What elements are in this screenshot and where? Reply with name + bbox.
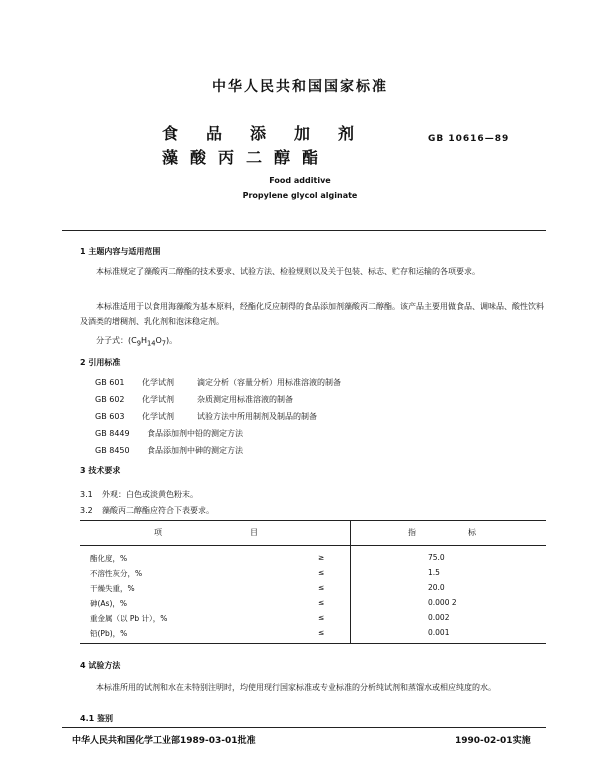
molecular-formula — [96, 333, 177, 352]
formula-sub-2: 14 — [146, 339, 156, 348]
table-row — [80, 568, 546, 583]
reference-category: 化学试剂 — [142, 412, 174, 421]
table-row — [80, 583, 546, 598]
table-top-rule — [80, 520, 546, 521]
row-value: 0.000 2 — [428, 598, 457, 607]
english-title-line-1: Food additive — [269, 176, 331, 185]
row-operator: ≤ — [318, 583, 325, 592]
table-row — [80, 628, 546, 643]
document-title-line-1: 食品添加剂 — [162, 124, 383, 143]
reference-title: 杂质测定用标准溶液的制备 — [197, 395, 293, 404]
section-4-heading: 4 试验方法 — [80, 661, 121, 670]
reference-code: GB 601 — [95, 378, 125, 387]
document-title-line-2: 藻酸丙二醇酯 — [162, 148, 331, 167]
section-1-paragraph-2: 本标准适用于以食用海藻酸为基本原料，经酯化反应制得的食品添加剂藻酸丙二醇酯。该产品主要用做食品、调味品、酸性饮料及酒类的增稠剂、乳化剂和泡沫稳定剂。 — [80, 302, 544, 326]
clause-3-2 — [80, 505, 214, 516]
table-row — [80, 553, 546, 568]
reference-title: 食品添加剂中砷的测定方法 — [147, 446, 243, 455]
formula-sub-3: 7 — [161, 339, 167, 348]
row-operator: ≥ — [318, 553, 325, 562]
row-value: 75.0 — [428, 553, 445, 562]
row-item: 砷(As)，% — [90, 599, 128, 608]
standard-number: GB 10616—89 — [428, 134, 510, 144]
reference-title: 试验方法中所用制剂及制品的制备 — [197, 412, 317, 421]
section-2-heading: 2 引用标准 — [80, 358, 121, 367]
row-value: 1.5 — [428, 568, 440, 577]
formula-end: )。 — [166, 336, 178, 345]
table-header-rule — [80, 545, 546, 546]
row-item: 重金属（以 Pb 计），% — [90, 614, 168, 623]
reference-code: GB 8449 — [95, 429, 130, 438]
reference-item — [95, 428, 243, 439]
row-operator: ≤ — [318, 598, 325, 607]
row-value: 0.002 — [428, 613, 450, 622]
national-standard-title: 中华人民共和国国家标准 — [212, 79, 388, 95]
table-header-index: 指标 — [408, 528, 528, 537]
clause-number: 3.2 — [80, 506, 93, 515]
row-operator: ≤ — [318, 568, 325, 577]
reference-category: 化学试剂 — [142, 378, 174, 387]
reference-code: GB 8450 — [95, 446, 130, 455]
clause-text: 外观：白色或淡黄色粉末。 — [102, 490, 198, 499]
clause-number: 3.1 — [80, 490, 93, 499]
row-value: 0.001 — [428, 628, 450, 637]
reference-item — [95, 377, 341, 388]
reference-title: 滴定分析（容量分析）用标准溶液的制备 — [197, 378, 341, 387]
formula-mid: H — [140, 336, 147, 345]
reference-item — [95, 445, 243, 456]
implementation-date: 1990-02-01实施 — [455, 736, 531, 746]
reference-category: 化学试剂 — [142, 395, 174, 404]
row-operator: ≤ — [318, 613, 325, 622]
clause-4-1: 4.1 鉴别 — [80, 714, 113, 723]
row-operator: ≤ — [318, 628, 325, 637]
clause-3-1 — [80, 489, 198, 500]
section-3-heading: 3 技术要求 — [80, 466, 121, 475]
section-1-paragraph-1: 本标准规定了藻酸丙二醇酯的技术要求、试验方法、检验规则以及关于包装、标志、贮存和运输的各项要求。 — [96, 267, 480, 276]
reference-item — [95, 394, 293, 405]
table-bottom-rule — [80, 643, 546, 644]
row-item: 干燥失重，% — [90, 584, 135, 593]
section-1-heading: 1 主题内容与适用范围 — [80, 247, 161, 256]
formula-label: 分子式：(C — [96, 336, 137, 345]
table-header-item: 项目 — [154, 528, 346, 537]
english-title-line-2: Propylene glycol alginate — [242, 191, 358, 200]
reference-title: 食品添加剂中铅的测定方法 — [147, 429, 243, 438]
row-item: 不溶性灰分，% — [90, 569, 143, 578]
section-4-paragraph: 本标准所用的试剂和水在未特别注明时，均使用现行国家标准或专业标准的分析纯试剂和蒸馏水或相应纯度的水。 — [96, 683, 496, 692]
table-row — [80, 613, 546, 628]
row-item: 铅(Pb)，% — [90, 629, 128, 638]
formula-mid-2: O — [155, 336, 162, 345]
table-row — [80, 598, 546, 613]
row-item: 酯化度，% — [90, 554, 128, 563]
reference-item — [95, 411, 317, 422]
reference-code: GB 603 — [95, 412, 125, 421]
row-value: 20.0 — [428, 583, 445, 592]
clause-text: 藻酸丙二醇酯应符合下表要求。 — [102, 506, 214, 515]
header-divider — [62, 230, 546, 231]
approval-statement: 中华人民共和国化学工业部1989-03-01批准 — [72, 736, 256, 746]
footer-divider — [62, 727, 546, 728]
reference-code: GB 602 — [95, 395, 125, 404]
formula-sub-1: 9 — [136, 339, 141, 348]
